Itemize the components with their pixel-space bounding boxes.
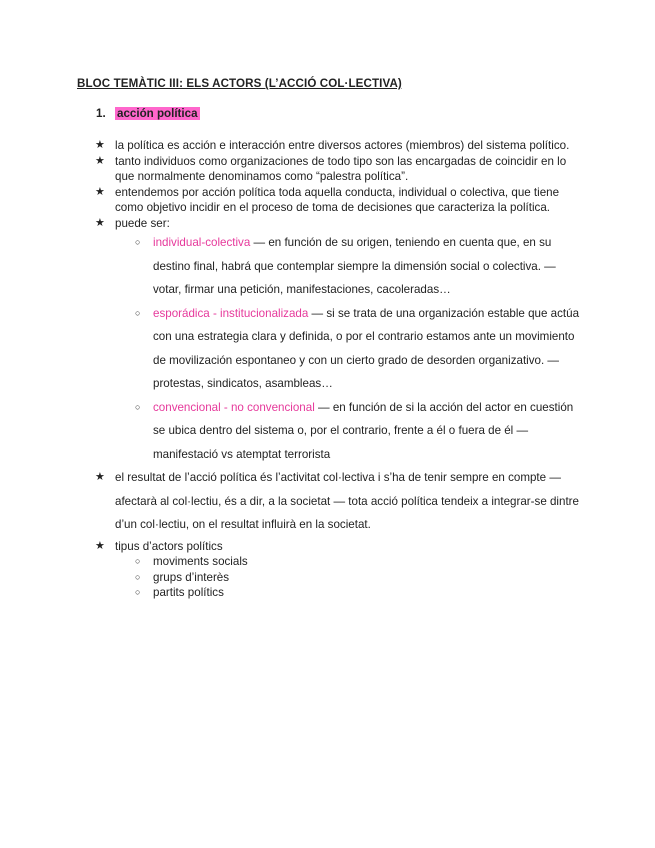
type-term: convencional - no convencional [153, 400, 315, 414]
circle-icon: ○ [135, 237, 141, 247]
list-item [95, 216, 585, 232]
sub-list-item [95, 396, 585, 467]
list-item-text: tipus d’actors polítics [115, 539, 223, 553]
list-item [95, 185, 585, 216]
list-item-text: tanto individuos como organizaciones de todo tipo son las encargadas de coincidir en lo que normalmente denominamos como “palestra política”. [115, 154, 567, 183]
type-text: — en función de si la acción del actor en cuestión se ubica dentro del sistema o, por el contrario, frente a él o fuera de él — manifestació vs atemptat terrorista [153, 400, 574, 461]
list-item [95, 466, 585, 537]
circle-icon: ○ [135, 307, 141, 318]
actor-type: grups d’interès [153, 570, 230, 584]
actor-type: moviments socials [153, 555, 248, 568]
star-icon: ★ [95, 216, 105, 229]
section-number: 1. [96, 107, 106, 120]
type-term: individual-colectiva [153, 236, 251, 249]
star-icon: ★ [95, 185, 105, 198]
star-icon: ★ [95, 539, 105, 552]
circle-icon: ○ [135, 401, 141, 412]
list-item [95, 138, 585, 154]
circle-icon: ○ [135, 571, 141, 582]
list-item [95, 539, 585, 555]
type-text: — en función de su origen, teniendo en cuenta que, en su destino final, habrá que contemplar siempre la dimensión social o colectiva. — votar, firmar una petición, manifestaciones, cacoleradas… [153, 236, 556, 296]
type-text: — si se trata de una organización estable que actúa con una estrategia clara y definida, o por el contrario estamos ante un movimiento de movilización espontaneo y con un cierto grado de desorden organizativo. — protestas, sindicatos, asambleas… [153, 306, 580, 390]
sub-list-item [95, 231, 585, 302]
circle-icon: ○ [135, 587, 141, 597]
sub-list-item [95, 570, 585, 586]
list-item-text: entendemos por acción política toda aquella conducta, individual o colectiva, que tiene como objetivo incidir en el proceso de toma de decisiones que caracteriza la política. [115, 185, 560, 214]
actor-type: partits polítics [153, 586, 224, 599]
section-label: acción política [117, 107, 198, 120]
star-icon: ★ [95, 471, 105, 483]
circle-icon: ○ [135, 556, 141, 566]
type-term: esporádica - institucionalizada [153, 306, 309, 320]
sub-list-item [95, 585, 585, 601]
list-item-text: la política es acción e interacción entre diversos actores (miembros) del sistema político. [115, 139, 570, 152]
list-item-text: puede ser: [115, 216, 170, 230]
star-icon: ★ [95, 154, 105, 167]
bullet-list [95, 138, 585, 601]
list-item-text: el resultat de l’acció política és l’activitat col·lectiva i s’ha de tenir sempre en compte — afectarà al col·lectiu, és a dir, a la societat — tota acció política tendeix a integrar-se dintre d’un col·lectiu, on el resultat influirà en la societat. [115, 471, 579, 531]
sub-list-item [95, 302, 585, 396]
star-icon: ★ [95, 139, 105, 151]
list-item [95, 154, 585, 185]
sub-list-item [95, 554, 585, 570]
section-heading [96, 107, 200, 120]
page-title: BLOC TEMÀTIC III: ELS ACTORS (L’ACCIÓ COL·LECTIVA) [77, 77, 402, 90]
